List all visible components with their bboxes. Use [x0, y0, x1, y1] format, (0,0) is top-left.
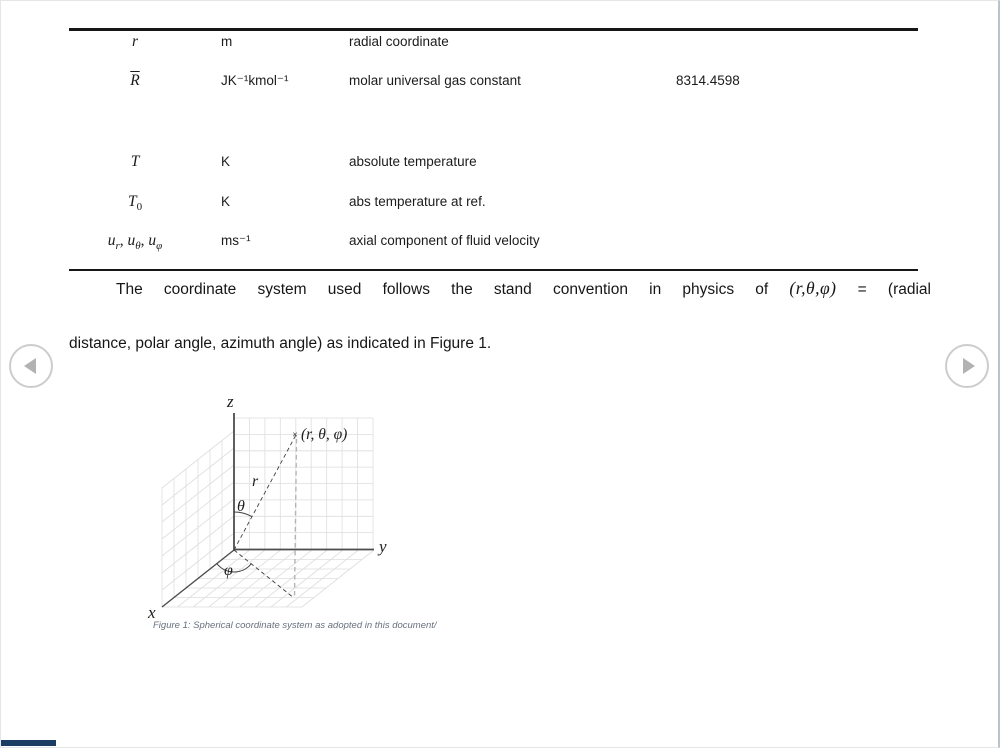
- description-cell: radial coordinate: [349, 34, 449, 49]
- unit-cell: K: [221, 194, 231, 209]
- unit-cell: m: [221, 34, 233, 49]
- point-coordinates-label: (r, θ, φ): [301, 426, 348, 443]
- paragraph-line-1: [69, 278, 931, 299]
- symbol-cell: $u_r$, $u_\theta$, $u_\varphi$: [107, 232, 163, 253]
- description-cell: abs temperature at ref.: [349, 194, 486, 209]
- description-cell: molar universal gas constant: [349, 73, 521, 88]
- unit-cell: JK⁻¹kmol⁻¹: [221, 73, 289, 88]
- paragraph-line-2: distance, polar angle, azimuth angle) as indicated in Figure 1.: [69, 335, 492, 352]
- description-cell: absolute temperature: [349, 154, 477, 169]
- table-row: [69, 192, 918, 212]
- figure-caption: Figure 1: Spherical coordinate system as adopted in this document/: [153, 620, 437, 631]
- phi-label: φ: [224, 562, 233, 579]
- z-axis-label: z: [227, 392, 234, 411]
- inline-math-coordinates: (r,θ,φ): [789, 278, 837, 298]
- description-cell: axial component of fluid velocity: [349, 233, 540, 248]
- radius-label: r: [252, 473, 259, 490]
- unit-cell: K: [221, 154, 231, 169]
- table-bottom-rule: [69, 269, 918, 271]
- spherical-coordinates-figure: [96, 391, 436, 636]
- triangle-right-icon: [963, 358, 975, 374]
- x-axis-label: x: [148, 603, 156, 622]
- symbol-cell: $T_0$: [127, 193, 143, 214]
- symbol-cell: r: [131, 33, 139, 50]
- value-cell: [676, 192, 918, 212]
- grid-floor: [162, 550, 374, 607]
- unit-cell: ms⁻¹: [221, 233, 251, 248]
- next-page-button[interactable]: [945, 344, 989, 388]
- table-row: [69, 231, 918, 251]
- page-accent-bar: [1, 740, 56, 746]
- symbol-cell: T: [130, 153, 140, 170]
- prev-page-button[interactable]: [9, 344, 53, 388]
- table-row: [69, 71, 918, 91]
- value-cell: 8314.4598: [676, 73, 740, 88]
- value-cell: [676, 152, 918, 172]
- table-row: [69, 32, 918, 52]
- value-cell: [676, 231, 918, 251]
- symbols-table: [69, 1, 918, 269]
- triangle-left-icon: [24, 358, 36, 374]
- point-marker-cross: ×: [292, 429, 298, 440]
- theta-label: θ: [237, 498, 245, 515]
- paragraph-text-post: = (radial: [836, 281, 931, 298]
- floor-projection-dashed-line: [234, 550, 294, 598]
- paragraph-text-pre: The coordinate system used follows the stand convention in physics of: [116, 281, 790, 298]
- y-axis-label: y: [379, 537, 387, 556]
- symbol-cell: $\overline{R}$: [130, 72, 140, 89]
- table-row: [69, 152, 918, 172]
- grid-left-wall: [162, 431, 234, 607]
- value-cell: [676, 32, 918, 52]
